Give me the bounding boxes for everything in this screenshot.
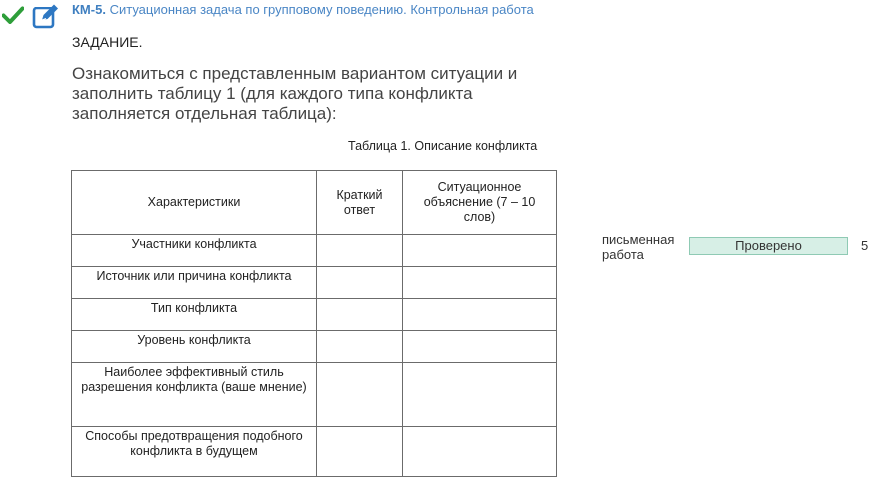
header-short-answer: Краткий ответ [317, 171, 403, 235]
instruction-text: Ознакомиться с представленным вариантом ситуации и заполнить таблицу 1 (для каждого типа конфликта заполняется отдельная таблица): [72, 64, 518, 123]
table-row [72, 331, 557, 363]
task-title: Ситуационная задача по групповому поведению. Контрольная работа [109, 2, 534, 17]
explanation-cell [403, 299, 557, 331]
score-value: 5 [861, 238, 869, 253]
table-row [72, 363, 557, 427]
row-label: Участники конфликта [72, 235, 317, 267]
answer-cell [317, 299, 403, 331]
answer-cell [317, 235, 403, 267]
answer-cell [317, 427, 403, 477]
status-badge: Проверено [689, 237, 848, 255]
work-type-label: письменная работа [602, 232, 675, 262]
check-icon [2, 6, 24, 24]
answer-cell [317, 267, 403, 299]
explanation-cell [403, 331, 557, 363]
table-row [72, 427, 557, 477]
assignment-label: ЗАДАНИЕ. [72, 34, 143, 50]
explanation-cell [403, 267, 557, 299]
answer-cell [317, 363, 403, 427]
explanation-cell [403, 427, 557, 477]
row-label: Способы предотвращения подобного конфликта в будущем [72, 427, 317, 477]
answer-cell [317, 331, 403, 363]
table-caption: Таблица 1. Описание конфликта [348, 139, 538, 153]
explanation-cell [403, 235, 557, 267]
table-row [72, 267, 557, 299]
edit-icon[interactable] [32, 3, 60, 29]
table-header-row [72, 171, 557, 235]
conflict-table [71, 170, 557, 477]
explanation-cell [403, 363, 557, 427]
row-label: Наиболее эффективный стиль разрешения конфликта (ваше мнение) [72, 363, 317, 427]
row-label: Источник или причина конфликта [72, 267, 317, 299]
table-row [72, 235, 557, 267]
task-header[interactable] [72, 2, 542, 17]
header-characteristics: Характеристики [72, 171, 317, 235]
header-explanation: Ситуационное объяснение (7 – 10 слов) [403, 171, 557, 235]
table-row [72, 299, 557, 331]
row-label: Тип конфликта [72, 299, 317, 331]
task-code: КМ-5. [72, 2, 106, 17]
row-label: Уровень конфликта [72, 331, 317, 363]
